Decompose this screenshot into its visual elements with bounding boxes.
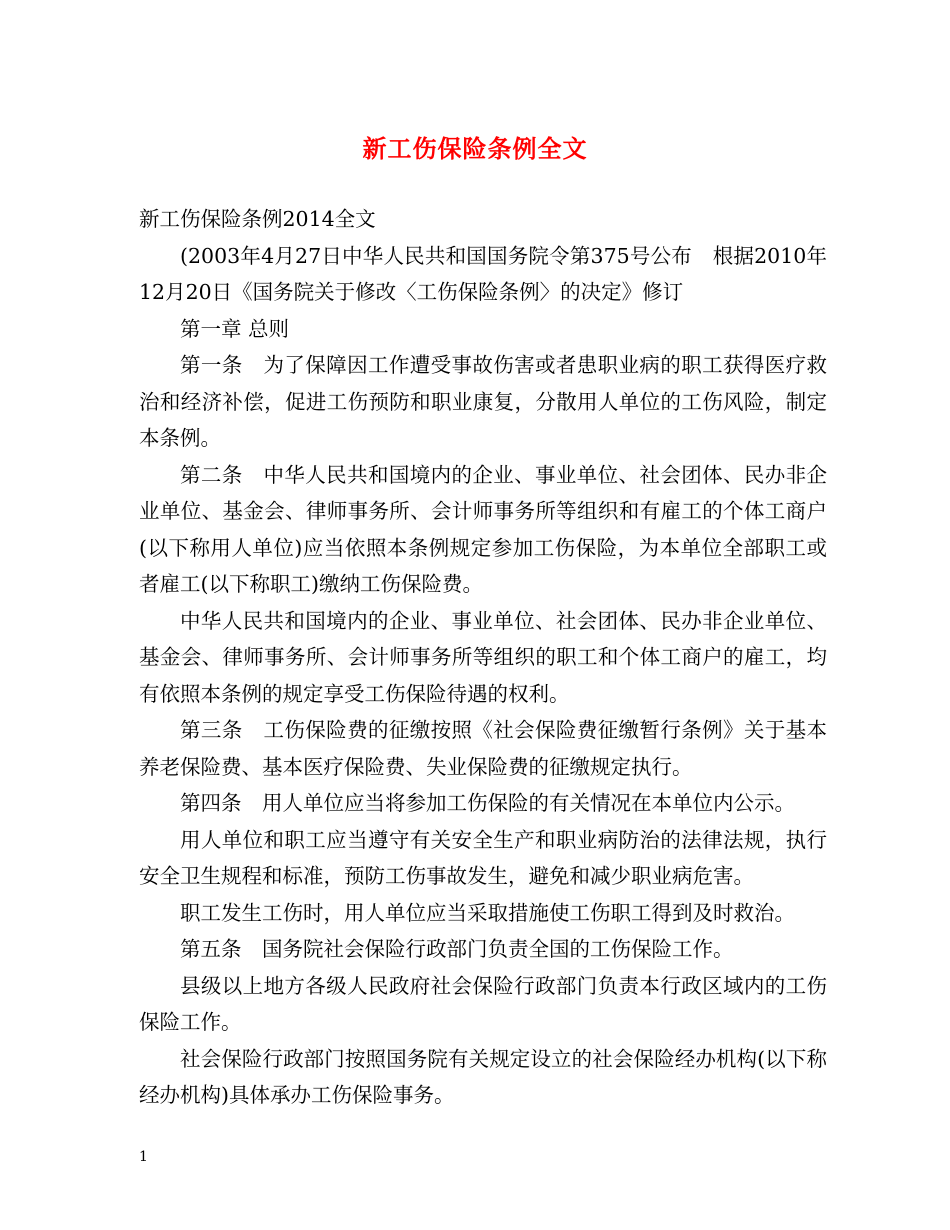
body-paragraph: 职工发生工伤时，用人单位应当采取措施使工伤职工得到及时救治。 bbox=[180, 900, 795, 925]
document-body bbox=[139, 201, 827, 1114]
body-paragraph: 用人单位和职工应当遵守有关安全生产和职业病防治的法律法规，执行安全卫生规程和标准，预防工伤事故发生，避免和减少职业病危害。 bbox=[139, 827, 827, 888]
body-paragraph: 第五条 国务院社会保险行政部门负责全国的工伤保险工作。 bbox=[180, 937, 734, 961]
body-paragraph: 第三条 工伤保险费的征缴按照《社会保险费征缴暂行条例》关于基本养老保险费、基本医疗保险费、失业保险费的征缴规定执行。 bbox=[139, 718, 827, 779]
body-paragraph: 县级以上地方各级人民政府社会保险行政部门负责本行政区域内的工伤保险工作。 bbox=[139, 973, 827, 1034]
body-paragraph: 第二条 中华人民共和国境内的企业、事业单位、社会团体、民办非企业单位、基金会、律师事务所、会计师事务所等组织和有雇工的个体工商户(以下称用人单位)应当依照本条例规定参加工伤保险，为本单位全部职工或者雇工(以下称职工)缴纳工伤保险费。 bbox=[139, 462, 827, 596]
body-paragraph: 中华人民共和国境内的企业、事业单位、社会团体、民办非企业单位、基金会、律师事务所、会计师事务所等组织的职工和个体工商户的雇工，均有依照本条例的规定享受工伤保险待遇的权利。 bbox=[139, 608, 827, 706]
document-title: 新工伤保险条例全文 bbox=[362, 134, 588, 163]
body-paragraph: 第四条 用人单位应当将参加工伤保险的有关情况在本单位内公示。 bbox=[180, 791, 795, 815]
body-paragraph: 社会保险行政部门按照国务院有关规定设立的社会保险经办机构(以下称经办机构)具体承办工伤保险事务。 bbox=[139, 1046, 827, 1107]
body-paragraph: (2003年4月27日中华人民共和国国务院令第375号公布 根据2010年12月20日《国务院关于修改〈工伤保险条例〉的决定》修订 bbox=[139, 243, 827, 304]
body-paragraph: 第一条 为了保障因工作遭受事故伤害或者患职业病的职工获得医疗救治和经济补偿，促进工伤预防和职业康复，分散用人单位的工伤风险，制定本条例。 bbox=[139, 353, 827, 450]
page-number: 1 bbox=[139, 1149, 148, 1165]
subtitle-paragraph: 新工伤保险条例2014全文 bbox=[139, 207, 376, 231]
chapter-heading: 第一章 总则 bbox=[180, 316, 290, 341]
